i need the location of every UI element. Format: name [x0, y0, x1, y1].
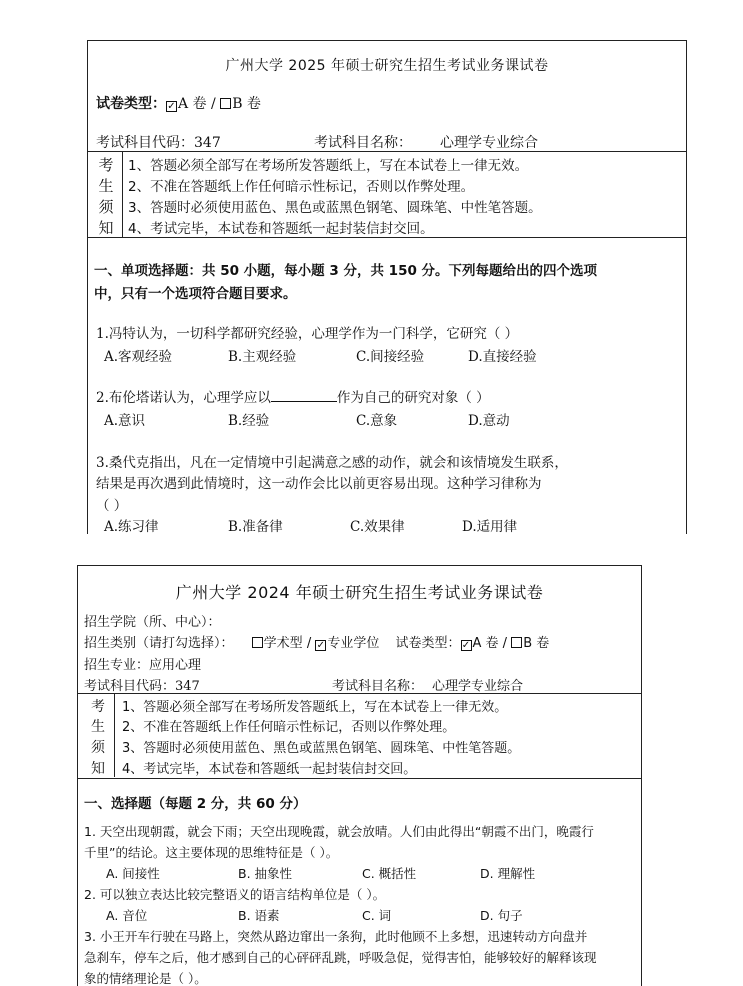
question-2-text: 2.布伦塔诺认为，心理学应以 — [96, 390, 271, 406]
empty-box-icon — [252, 637, 263, 648]
paper-type-label: 试卷类型： — [395, 636, 461, 651]
major-value: 应用心理 — [149, 658, 202, 673]
notice-item: 1、答题必须全部写在考场所发答题纸上，写在本试卷上一律无效。 — [128, 158, 529, 174]
divider — [78, 693, 641, 694]
option: B. 抽象性 — [238, 866, 293, 881]
section-title: 一、单项选择题：共 50 小题，每小题 3 分，共 150 分。下列每题给出的四个选项 — [94, 263, 598, 279]
category-label: 招生类别（请打勾选择）： — [84, 636, 234, 651]
notice-char: 生 — [91, 719, 105, 735]
section-title: 一、选择题（每题 2 分，共 60 分） — [84, 796, 307, 812]
notice-item: 1、答题必须全部写在考场所发答题纸上，写在本试卷上一律无效。 — [122, 700, 508, 715]
paper-title: 广州大学 2025 年硕士研究生招生考试业务课试卷 — [225, 58, 549, 74]
paper-type-row — [96, 93, 686, 113]
subject-name-label: 考试科目名称： — [314, 135, 412, 151]
notice-char: 生 — [98, 177, 114, 195]
empty-box-icon — [511, 637, 522, 648]
option: B.经验 — [228, 413, 270, 429]
notice-char: 考 — [91, 699, 105, 715]
divider — [122, 151, 123, 237]
college-label: 招生学院（所、中心）： — [84, 615, 221, 630]
question-1: 1.冯特认为，一切科学都研究经验，心理学作为一门科学，它研究（ ） — [96, 326, 519, 342]
divider — [114, 693, 115, 777]
notice-item: 3、答题时必须使用蓝色、黑色或蓝黑色钢笔、圆珠笔、中性笔答题。 — [122, 741, 521, 756]
subject-row — [96, 132, 686, 152]
paper-type-separator: / — [206, 96, 221, 112]
notice-item: 2、不准在答题纸上作任何暗示性标记，否则以作弊处理。 — [128, 179, 475, 195]
category-academic: 学术型 — [263, 636, 303, 651]
major-label: 招生专业： — [84, 658, 150, 673]
notice-char: 考 — [98, 156, 114, 174]
notice-item: 3、答题时必须使用蓝色、黑色或蓝黑色钢笔、圆珠笔、中性笔答题。 — [128, 200, 542, 216]
option: C. 概括性 — [362, 866, 417, 881]
option: A.意识 — [104, 413, 146, 429]
paper-type-b: B 卷 — [232, 96, 261, 112]
divider — [88, 237, 686, 238]
option: D.适用律 — [462, 519, 518, 535]
notice-char: 须 — [98, 198, 114, 216]
option: A.练习律 — [104, 519, 159, 535]
subject-name-label: 考试科目名称： — [332, 679, 424, 694]
question-1: 1. 天空出现朝霞，就会下雨；天空出现晚霞，就会放晴。人们由此得出“朝霞不出门，晚霞行 — [84, 824, 594, 839]
option: B.准备律 — [228, 519, 283, 535]
option: A. 音位 — [106, 908, 148, 923]
option: D.意动 — [468, 413, 510, 429]
notice-item: 4、考试完毕，本试卷和答题纸一起封装信封交回。 — [122, 762, 417, 777]
exam-paper-2024 — [77, 565, 642, 986]
paper-type-label: 试卷类型： — [96, 96, 166, 112]
subject-code: 考试科目代码：347 — [96, 135, 221, 151]
question-2 — [96, 386, 490, 406]
option: C. 词 — [362, 908, 392, 923]
category-professional: 专业学位 — [327, 636, 380, 651]
answer-blank — [271, 390, 337, 402]
question-3: 象的情绪理论是（ ）。 — [84, 971, 207, 986]
option: D. 句子 — [480, 908, 523, 923]
notice-char: 知 — [98, 219, 114, 237]
paper-title: 广州大学 2024 年硕士研究生招生考试业务课试卷 — [175, 583, 544, 602]
option: D.直接经验 — [468, 349, 537, 365]
option: B. 语素 — [238, 908, 280, 923]
notice-char: 知 — [91, 761, 105, 777]
option: D. 理解性 — [480, 866, 536, 881]
option: C.间接经验 — [356, 349, 425, 365]
category-row: 招生类别（请打勾选择）： 学术型 / ✓ 专业学位 试卷类型：✓ A 卷 / B 卷 — [84, 636, 550, 651]
option: A. 间接性 — [106, 866, 160, 881]
notice-char: 须 — [91, 740, 105, 756]
section-title: 中，只有一个选项符合题目要求。 — [94, 286, 297, 302]
subject-name-value: 心理学专业综合 — [432, 679, 524, 694]
divider — [88, 151, 686, 152]
question-3: 急刹车，停车之后，他才感到自己的心砰砰乱跳，呼吸急促，觉得害怕，能够较好的解释该现 — [84, 950, 597, 965]
subject-row — [84, 675, 641, 694]
question-1: 千里”的结论。这主要体现的思维特征是（ ）。 — [84, 845, 339, 860]
major-row — [84, 654, 641, 673]
subject-name-value: 心理学专业综合 — [440, 135, 538, 151]
question-3: 3. 小王开车行驶在马路上，突然从路边窜出一条狗，此时他顾不上多想，迅速转动方向盘并 — [84, 929, 588, 944]
option: C.意象 — [356, 413, 398, 429]
option: B.主观经验 — [228, 349, 297, 365]
paper-type-a: A 卷 — [472, 636, 499, 651]
checked-box-icon: ✓ — [461, 640, 471, 651]
paper-type-b: B 卷 — [523, 636, 550, 651]
exam-paper-2025 — [87, 40, 687, 534]
question-2: 2. 可以独立表达比较完整语义的语言结构单位是（ ）。 — [84, 887, 386, 902]
divider — [78, 778, 641, 779]
empty-box-icon — [220, 98, 231, 109]
option: A.客观经验 — [104, 349, 173, 365]
question-3: 结果是再次遇到此情境时，这一动作会比以前更容易出现。这种学习律称为 — [96, 476, 542, 492]
checked-box-icon: ✓ — [167, 101, 176, 112]
question-2-text: 作为自己的研究对象（ ） — [336, 390, 490, 406]
subject-code: 考试科目代码：347 — [84, 679, 200, 694]
notice-item: 4、考试完毕，本试卷和答题纸一起封装信封交回。 — [128, 221, 434, 237]
question-3: （ ） — [96, 498, 128, 514]
question-3: 3.桑代克指出，凡在一定情境中引起满意之感的动作，就会和该情境发生联系， — [96, 455, 568, 471]
checked-box-icon: ✓ — [316, 640, 326, 651]
option: C.效果律 — [350, 519, 405, 535]
paper-type-a: A 卷 — [178, 96, 207, 112]
notice-item: 2、不准在答题纸上作任何暗示性标记，否则以作弊处理。 — [122, 720, 456, 735]
